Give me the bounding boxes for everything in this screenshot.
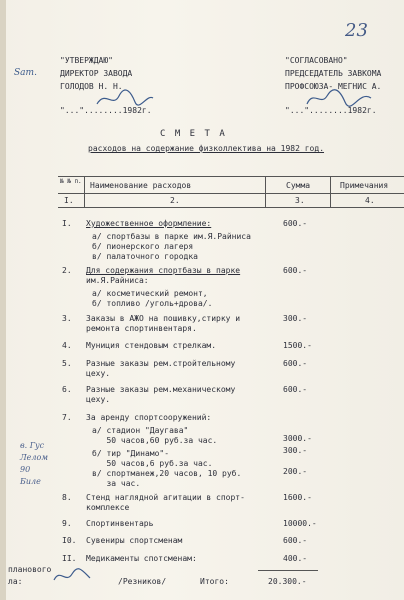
item-text: Спортинвентарь <box>86 519 154 528</box>
item-subline: в/ палаточного городка <box>92 252 198 261</box>
item-subline: б/ тир "Динамо"- <box>92 449 170 458</box>
item-num: 9. <box>62 519 72 528</box>
item-num: I0. <box>62 536 77 545</box>
approve-heading: "УТВЕРЖДАЮ" <box>60 56 113 65</box>
item-num: 2. <box>62 266 72 275</box>
item-text: Заказы в АЖО на пошивку,стирку и <box>86 314 241 323</box>
item-amount: 400.- <box>283 554 308 563</box>
item-subline: 50 часов,60 руб.за час. <box>92 436 218 445</box>
item-num: 4. <box>62 341 72 350</box>
item-amount: 200.- <box>283 467 308 476</box>
total-rule <box>258 570 318 571</box>
table-top-rule <box>58 176 404 177</box>
footer-total: 20.300.- <box>268 577 307 586</box>
item-amount: 600.- <box>283 359 308 368</box>
item-num: 8. <box>62 493 72 502</box>
approve-name: ГОЛОДОВ Н. Н. <box>60 82 123 91</box>
item-num: 7. <box>62 413 72 422</box>
table-mid-rule <box>58 193 404 194</box>
margin-note-top: Sam. <box>14 68 37 78</box>
item-num: I. <box>62 219 72 228</box>
item-text: цеху. <box>86 395 111 404</box>
item-text: цеху. <box>86 369 111 378</box>
agree-position: ПРЕДСЕДАТЕЛЬ ЗАВКОМА <box>285 69 382 78</box>
item-amount: 1600.- <box>283 493 312 502</box>
col-sep-3 <box>330 176 331 207</box>
item-text: Сувениры спортсменам <box>86 536 183 545</box>
doc-subtitle: расходов на содержание физколлектива на 1982 год. <box>88 144 325 153</box>
item-amount: 600.- <box>283 536 308 545</box>
item-subline: б/ топливо /уголь+дрова/. <box>92 299 213 308</box>
footer-total-label: Итого: <box>200 577 229 586</box>
agree-heading: "СОГЛАСОВАНО" <box>285 56 348 65</box>
header-c4: 4. <box>365 196 375 205</box>
header-sum: Сумма <box>286 181 311 190</box>
item-subline: 50 часов,6 руб.за час. <box>92 459 213 468</box>
item-amount: 3000.- <box>283 434 312 443</box>
item-text: За аренду спортсооружений: <box>86 413 212 422</box>
item-text: Художественное оформление: <box>86 219 212 228</box>
item-text: Муниция стендовым стрелкам. <box>86 341 217 350</box>
item-amount: 10000.- <box>283 519 317 528</box>
item-amount: 300.- <box>283 446 308 455</box>
item-text: Стенд наглядной агитации в спорт- <box>86 493 245 502</box>
item-num: 6. <box>62 385 72 394</box>
item-amount: 600.- <box>283 266 308 275</box>
item-subline: а/ косметический ремонт, <box>92 289 208 298</box>
margin-handwriting: в. Гус Лелом 90 Биле <box>20 441 48 486</box>
item-num: 5. <box>62 359 72 368</box>
header-c1: I. <box>64 196 74 205</box>
page-edge <box>0 0 6 600</box>
item-amount: 600.- <box>283 385 308 394</box>
item-subline: а/ стадион "Даугава" <box>92 426 189 435</box>
item-num: II. <box>62 554 77 563</box>
item-amount: 600.- <box>283 219 308 228</box>
director-signature <box>95 88 155 110</box>
item-subline: в/ спортманеж,20 часов, 10 руб. <box>92 469 242 478</box>
agree-name: ПРОФСОЮЗА- МЕГНИС А. <box>285 82 382 91</box>
item-subline: б/ пионерского лагеря <box>92 242 194 251</box>
item-text: комплексе <box>86 503 130 512</box>
chairman-signature <box>305 86 375 110</box>
item-text: Медикаменты спотсменам: <box>86 554 197 563</box>
col-sep-2 <box>265 176 266 207</box>
item-text: Разные заказы рем.стройтельному <box>86 359 236 368</box>
economist-signature <box>52 566 92 586</box>
col-sep-1 <box>84 176 85 207</box>
agree-date: "..."........1982г. <box>285 106 377 115</box>
approve-position: ДИРЕКТОР ЗАВОДА <box>60 69 133 78</box>
item-text: Разные заказы рем.механическому <box>86 385 236 394</box>
item-subline: за час. <box>92 479 141 488</box>
doc-title: С М Е Т А <box>160 129 227 139</box>
footer-left-2: ла: <box>8 577 23 586</box>
item-amount: 300.- <box>283 314 308 323</box>
header-note: Примечания <box>340 181 389 190</box>
item-text: ремонта спортинвентаря. <box>86 324 197 333</box>
table-bottom-rule <box>58 207 404 208</box>
header-c3: 3. <box>295 196 305 205</box>
header-name: Наименование расходов <box>90 181 192 190</box>
item-text: Для содержания спортбазы в парке <box>86 266 241 275</box>
item-amount: 1500.- <box>283 341 312 350</box>
header-num: № № п. <box>60 178 82 185</box>
header-c2: 2. <box>170 196 180 205</box>
item-num: 3. <box>62 314 72 323</box>
page-number: 23 <box>345 20 368 41</box>
item-subline: а/ спортбазы в парке им.Я.Райниса <box>92 232 251 241</box>
footer-left-1: планового <box>8 565 52 574</box>
item-text: им.Я.Райниса: <box>86 276 149 285</box>
footer-signer: /Резников/ <box>118 577 167 586</box>
approve-date: "..."........1982г. <box>60 106 152 115</box>
